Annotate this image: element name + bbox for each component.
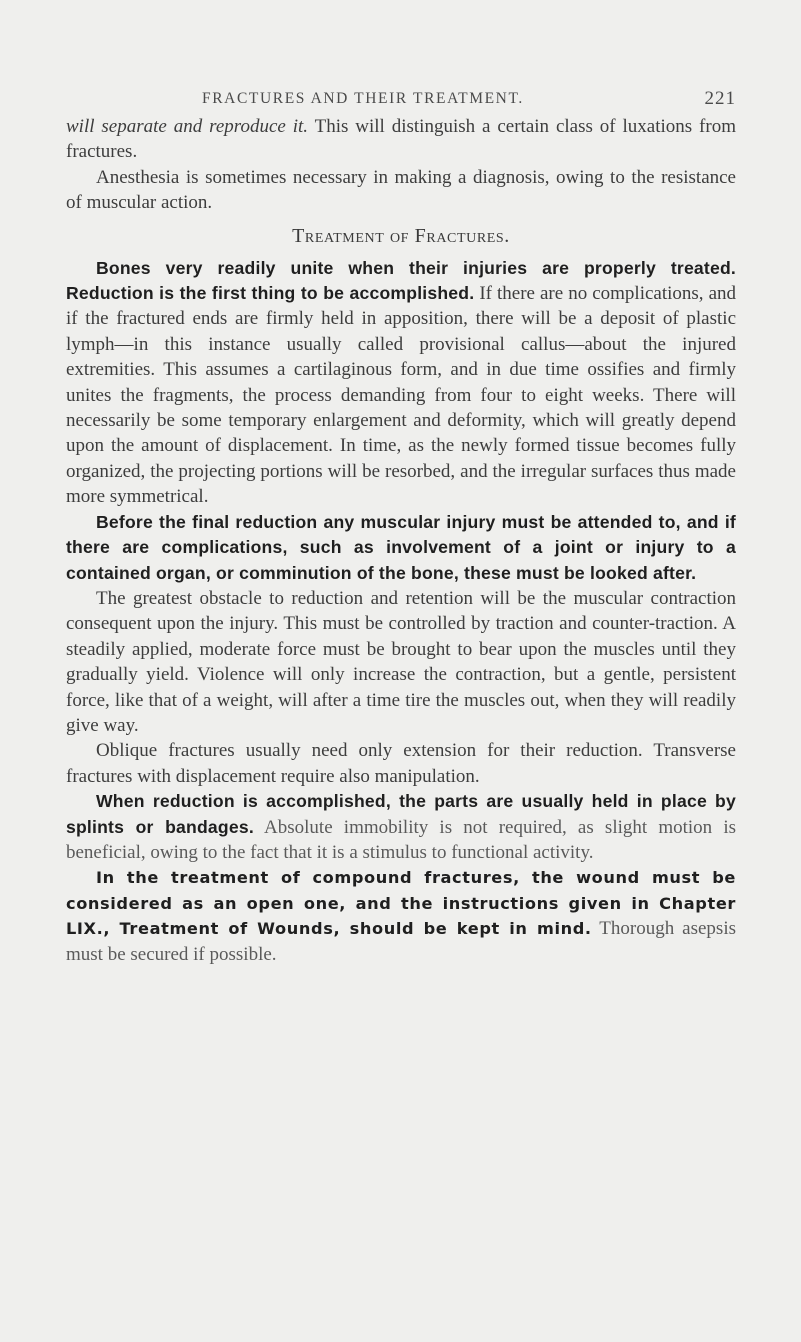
- paragraph-bone-union-bold: Bones very readily unite when their injuries are properly treated. Reduction is the first thing to be accomplished.: [66, 257, 736, 304]
- running-head-title: FRACTURES AND THEIR TREATMENT.: [202, 90, 524, 107]
- page-number: 221: [704, 88, 736, 109]
- paragraph-final-reduction: [66, 510, 736, 586]
- paragraph-splints: [66, 789, 736, 865]
- paragraph-splints-bold: When reduction is accomplished, the parts are usually held in place by splints or bandages.: [66, 791, 736, 837]
- paragraph-luxations-italic: will separate and reproduce it.: [66, 116, 309, 137]
- paragraph-splints-text: Absolute immobility is not required, as slight motion is beneficial, owing to the fact that it is a stimulus to functional activity.: [66, 816, 736, 863]
- paragraph-compound-fractures-text: Thorough asepsis must be secured if possible.: [66, 918, 736, 965]
- paragraph-oblique-fractures: Oblique fractures usually need only extension for their reduction. Transverse fractures with displacement require also manipulation.: [66, 740, 736, 787]
- paragraph-muscular-contraction: The greatest obstacle to reduction and retention will be the muscular contraction consequent upon the injury. This must be controlled by traction and counter-traction. A steadily applied, moderate force must be brought to bear upon the muscles until they gradually yield. Violence will only increase the contraction, but a gentle, persistent force, like that of a weight, will after a time tire the muscles out, when they will readily give way.: [66, 587, 736, 736]
- paragraph-compound-fractures: [66, 865, 736, 967]
- paragraph-luxations-text: This will distinguish a certain class of luxations from fractures.: [66, 116, 736, 163]
- section-heading: Treatment of Fractures.: [292, 224, 510, 247]
- paragraph-bone-union-text: If there are no complications, and if the fractured ends are firmly held in apposition, there will be a deposit of plastic lymph—in this instance usually called provisional callus—about the injured extremities. This assumes a cartilaginous form, and in due time ossifies and firmly unites the fragments, the process demanding from four to eight weeks. There will necessarily be some temporary enlargement and deformity, which will greatly depend upon the amount of displacement. In time, as the newly formed tissue becomes fully organized, the projecting portions will be resorbed, and the irregular surfaces thus made more symmetrical.: [66, 283, 736, 508]
- paragraph-bone-union: [66, 256, 736, 510]
- paragraph-anesthesia: Anesthesia is sometimes necessary in making a diagnosis, owing to the resistance of muscular action.: [66, 166, 736, 214]
- book-page: [66, 86, 736, 967]
- paragraph-luxations: [66, 114, 736, 165]
- paragraph-compound-fractures-bold: In the treatment of compound fractures, the wound must be considered as an open one, and the instructions given in Chapter LIX., Treatment of Wounds, should be kept in mind.: [66, 868, 736, 939]
- running-head: [66, 86, 736, 114]
- paragraph-final-reduction-bold: Before the final reduction any muscular injury must be attended to, and if there are complications, such as involvement of a joint or injury to a contained organ, or comminution of the bone, these must be looked after.: [66, 511, 736, 583]
